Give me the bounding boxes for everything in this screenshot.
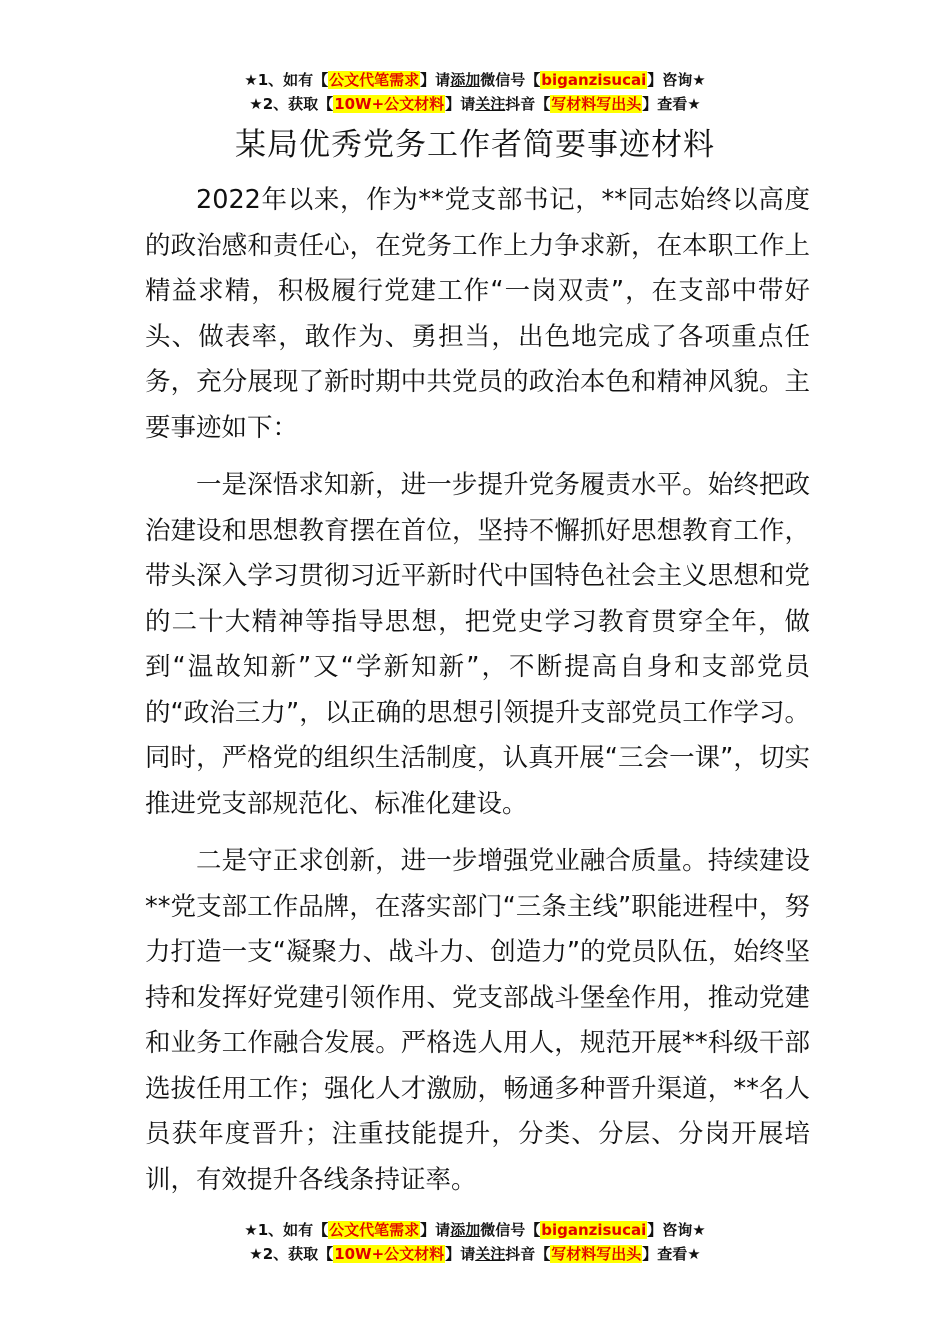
highlight-service: 公文代笔需求 — [329, 1221, 420, 1239]
promo-text: 】查看★ — [642, 95, 701, 113]
paragraph-point-2: 二是守正求创新，进一步增强党业融合质量。持续建设**党支部工作品牌，在落实部门“三条主线”职能进程中，努力打造一支“凝聚力、战斗力、创造力”的党员队伍，始终坚持和发挥好党建引领作用、党支部战斗堡垒作用，推动党建和业务工作融合发展。严格选人用人，规范开展**科级干部选拔任用工作；强化人才激励，畅通多种晋升渠道，**名人员获年度晋升；注重技能提升，分类、分层、分岗开展培训，有效提升各线条持证率。 — [145, 846, 810, 1195]
promo-text: ★2、获取【 — [249, 95, 334, 113]
promo-text: ★1、如有【 — [244, 71, 329, 89]
promo-text: 微信号【 — [480, 71, 541, 89]
promo-line-2 — [0, 92, 950, 116]
promo-banner-bottom — [0, 1218, 950, 1266]
highlight-materials: 10W+公文材料 — [334, 95, 445, 113]
promo-text: 】请 — [420, 1221, 451, 1239]
promo-text: 抖音【 — [505, 1245, 551, 1263]
promo-banner-top — [0, 68, 950, 116]
document-title: 某局优秀党务工作者简要事迹材料 — [235, 127, 715, 163]
paragraph-intro: 2022年以来，作为**党支部书记，**同志始终以高度的政治感和责任心，在党务工作上力争求新，在本职工作上精益求精，积极履行党建工作“一岗双责”，在支部中带好头、做表率，敢作为、勇担当，出色地完成了各项重点任务，充分展现了新时期中共党员的政治本色和精神风貌。主要事迹如下： — [145, 185, 810, 443]
highlight-wechat-id: biganzisucai — [541, 71, 647, 89]
highlight-douyin: 写材料写出头 — [551, 95, 642, 113]
underlined-text: 添加 — [450, 71, 481, 89]
promo-text: ★1、如有【 — [244, 1221, 329, 1239]
highlight-douyin: 写材料写出头 — [551, 1245, 642, 1263]
underlined-text: 添加 — [450, 1221, 481, 1239]
promo-text: 微信号【 — [480, 1221, 541, 1239]
highlight-materials: 10W+公文材料 — [334, 1245, 445, 1263]
promo-text: 】请 — [445, 95, 476, 113]
promo-text: 抖音【 — [505, 95, 551, 113]
promo-text: 】请 — [420, 71, 451, 89]
promo-line-1 — [0, 68, 950, 92]
promo-text: ★2、获取【 — [249, 1245, 334, 1263]
promo-line-2 — [0, 1242, 950, 1266]
promo-line-1 — [0, 1218, 950, 1242]
highlight-wechat-id: biganzisucai — [541, 1221, 647, 1239]
paragraph-point-1: 一是深悟求知新，进一步提升党务履责水平。始终把政治建设和思想教育摆在首位，坚持不懈抓好思想教育工作，带头深入学习贯彻习近平新时代中国特色社会主义思想和党的二十大精神等指导思想，把党史学习教育贯穿全年，做到“温故知新”又“学新知新”，不断提高自身和支部党员的“政治三力”，以正确的思想引领提升支部党员工作学习。同时，严格党的组织生活制度，认真开展“三会一课”，切实推进党支部规范化、标准化建设。 — [145, 470, 810, 819]
highlight-service: 公文代笔需求 — [329, 71, 420, 89]
underlined-text: 关注 — [475, 95, 506, 113]
promo-text: 】咨询★ — [647, 71, 706, 89]
promo-text: 】查看★ — [642, 1245, 701, 1263]
promo-text: 】请 — [445, 1245, 476, 1263]
underlined-text: 关注 — [475, 1245, 506, 1263]
document-body — [145, 178, 810, 1215]
promo-text: 】咨询★ — [647, 1221, 706, 1239]
